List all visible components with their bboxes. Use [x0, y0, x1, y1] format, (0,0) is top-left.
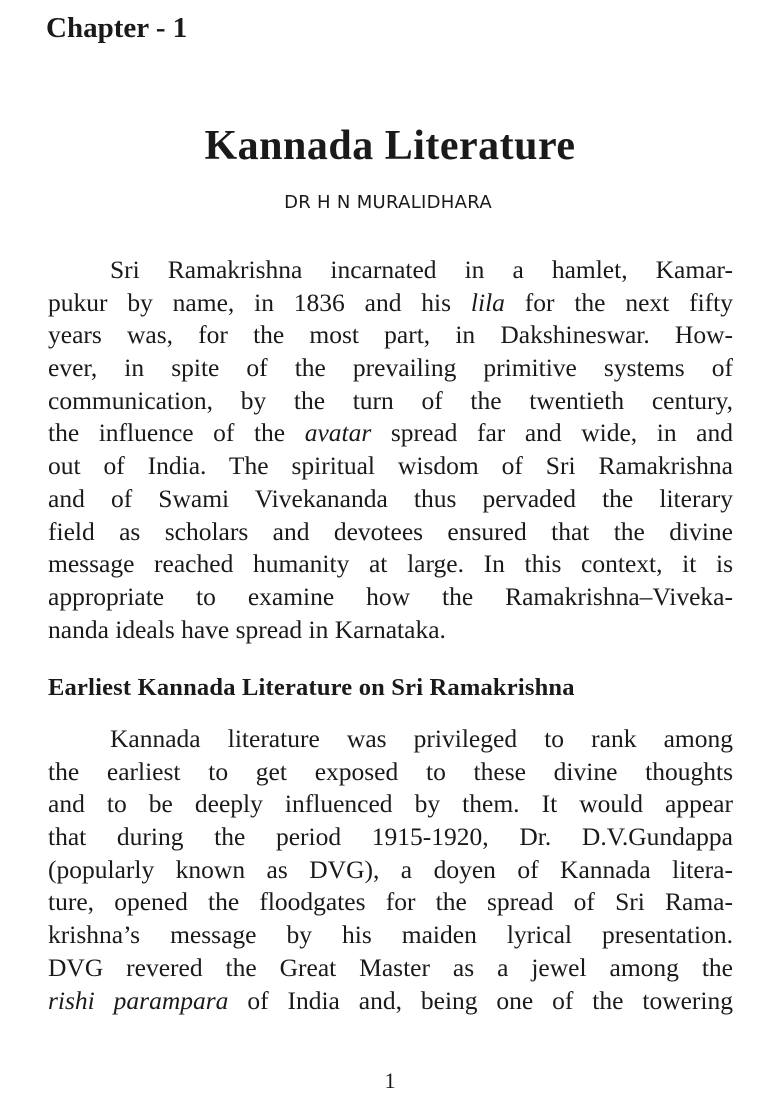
text-line: that during the period 1915-1920, Dr. D.V.Gundappa [48, 822, 733, 852]
text-line: appropriate to examine how the Ramakrishna–Viveka- [48, 581, 733, 611]
text-line: nanda ideals have spread in Karnataka. [48, 614, 446, 644]
text-line: field as scholars and devotees ensured that the divine [48, 516, 733, 546]
paragraph-earliest-literature [48, 723, 733, 1017]
text-line: and to be deeply influenced by them. It would appear [48, 789, 733, 819]
text-line: pukur by name, in 1836 and his lila for the next fifty [48, 287, 733, 317]
chapter-label: Chapter - 1 [46, 12, 188, 44]
text-line: (popularly known as DVG), a doyen of Kannada litera- [48, 854, 733, 884]
page-number: 1 [384, 1068, 396, 1093]
text-line: ture, opened the floodgates for the spread of Sri Rama- [48, 887, 733, 917]
text-line: Kannada literature was privileged to rank among [110, 724, 733, 753]
text-line: rishi parampara of India and, being one of the towering [48, 985, 733, 1015]
paragraph-intro [48, 254, 733, 646]
text-line: message reached humanity at large. In this context, it is [48, 549, 733, 579]
text-line: ever, in spite of the prevailing primitive systems of [48, 353, 733, 383]
author-name: DR H N MURALIDHARA [284, 192, 492, 213]
text-line: communication, by the turn of the twentieth century, [48, 385, 733, 415]
text-line: Sri Ramakrishna incarnated in a hamlet, Kamar- [110, 255, 733, 284]
chapter-title: Kannada Literature [204, 123, 576, 169]
text-line: years was, for the most part, in Dakshineswar. How- [48, 320, 733, 350]
text-line: krishna’s message by his maiden lyrical presentation. [48, 920, 733, 950]
text-line: the earliest to get exposed to these divine thoughts [48, 756, 733, 786]
text-line: DVG revered the Great Master as a jewel among the [48, 952, 733, 982]
text-line: the influence of the avatar spread far and wide, in and [48, 418, 733, 448]
section-heading: Earliest Kannada Literature on Sri Ramakrishna [48, 674, 575, 701]
text-line: out of India. The spiritual wisdom of Sri Ramakrishna [48, 451, 733, 481]
text-line: and of Swami Vivekananda thus pervaded the literary [48, 483, 733, 513]
